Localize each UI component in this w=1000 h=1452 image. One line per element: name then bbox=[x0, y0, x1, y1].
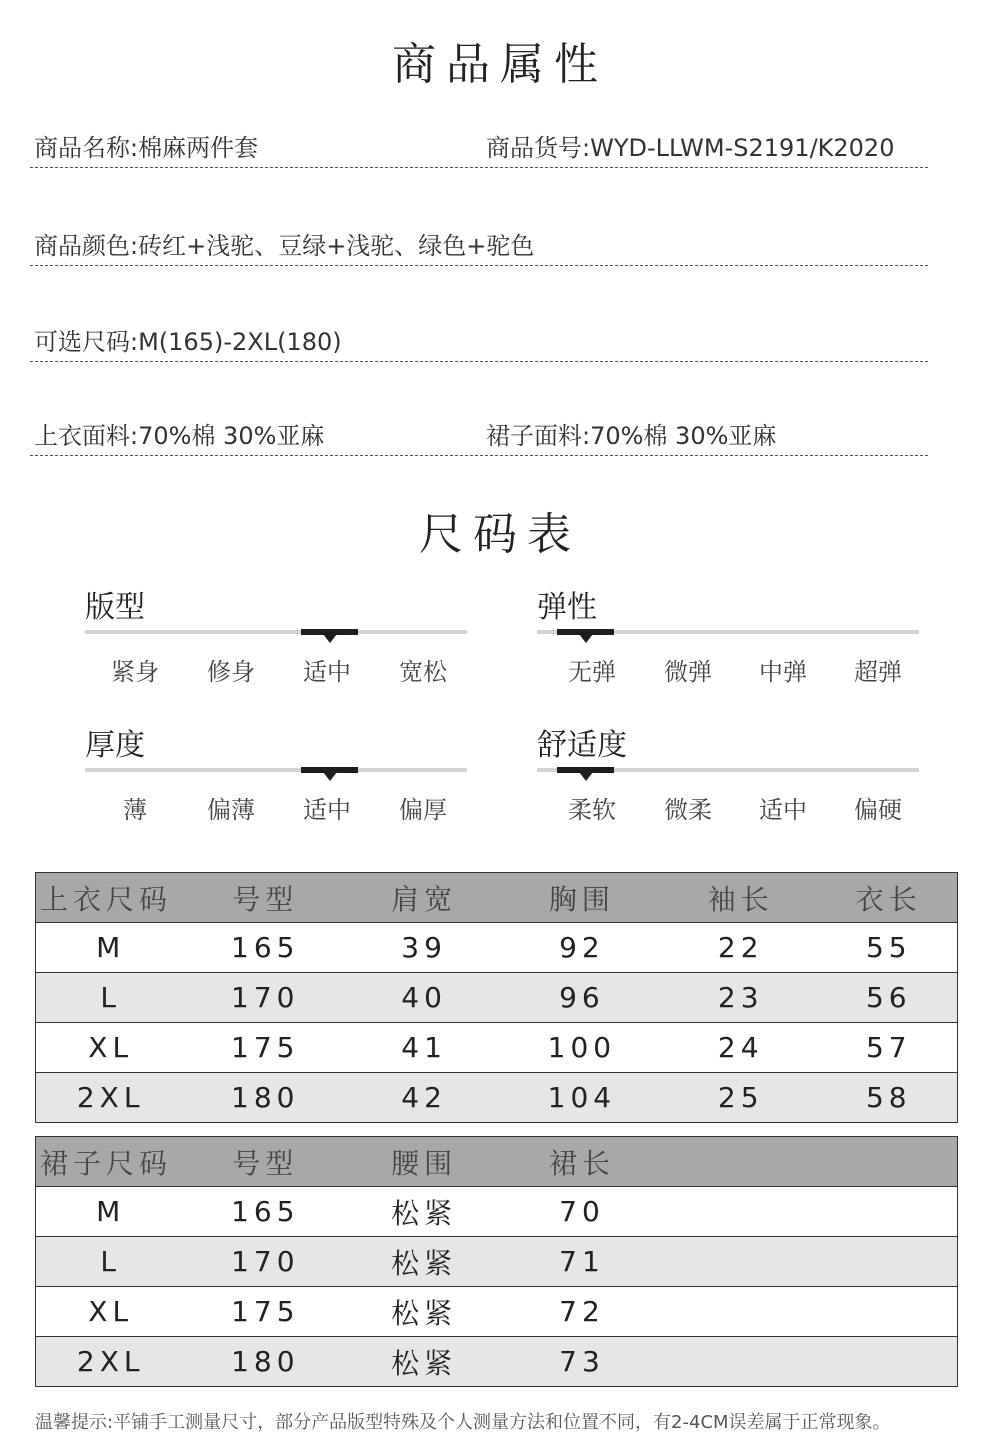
table-cell bbox=[821, 1237, 958, 1287]
available-sizes: 可选尺码:M(165)-2XL(180) bbox=[34, 328, 342, 356]
dashed-divider bbox=[30, 361, 928, 362]
measurement-note: 温馨提示:平铺手工测量尺寸，部分产品版型特殊及个人测量方法和位置不同，有2-4CM误差属于正常现象。 bbox=[35, 1412, 891, 1433]
skirt-size-table bbox=[35, 1136, 958, 1387]
table-cell: 55 bbox=[821, 923, 958, 973]
attribute-row-color bbox=[30, 226, 928, 266]
table-cell bbox=[821, 1187, 958, 1237]
table-cell: 96 bbox=[503, 973, 661, 1023]
table-cell bbox=[661, 1187, 821, 1237]
table-cell: 39 bbox=[345, 923, 503, 973]
table-cell: 92 bbox=[503, 923, 661, 973]
header-cell bbox=[821, 1137, 958, 1187]
scale-option: 偏硬 bbox=[854, 796, 902, 824]
table-cell: 180 bbox=[185, 1337, 345, 1387]
scale-option: 薄 bbox=[123, 796, 147, 824]
table-cell: 2XL bbox=[36, 1073, 186, 1123]
header-cell: 袖长 bbox=[661, 873, 821, 923]
product-name: 商品名称:棉麻两件套 bbox=[34, 134, 259, 162]
table-cell: 56 bbox=[821, 973, 958, 1023]
header-cell: 胸围 bbox=[503, 873, 661, 923]
table-row bbox=[36, 1287, 958, 1337]
table-cell: 松紧 bbox=[345, 1337, 503, 1387]
table-cell: L bbox=[36, 973, 186, 1023]
table-cell: 165 bbox=[185, 1187, 345, 1237]
attributes-title: 商品属性 bbox=[392, 39, 608, 90]
header-cell: 肩宽 bbox=[345, 873, 503, 923]
scale-marker bbox=[557, 767, 614, 773]
table-cell: XL bbox=[36, 1287, 186, 1337]
table-cell: 58 bbox=[821, 1073, 958, 1123]
top-size-table bbox=[35, 872, 958, 1123]
scale-option: 修身 bbox=[207, 658, 255, 686]
table-cell: M bbox=[36, 1187, 186, 1237]
scale-title: 弹性 bbox=[537, 590, 597, 625]
table-cell: 松紧 bbox=[345, 1237, 503, 1287]
scale-option: 适中 bbox=[759, 796, 807, 824]
table-cell: 175 bbox=[185, 1023, 345, 1073]
top-fabric: 上衣面料:70%棉 30%亚麻 bbox=[34, 422, 325, 450]
scale-marker bbox=[301, 629, 358, 635]
table-cell: 71 bbox=[503, 1237, 661, 1287]
scale-marker bbox=[301, 767, 358, 773]
scale-option: 微弹 bbox=[664, 658, 712, 686]
table-cell bbox=[661, 1337, 821, 1387]
dashed-divider bbox=[30, 265, 928, 266]
table-row bbox=[36, 1023, 958, 1073]
table-cell: 104 bbox=[503, 1073, 661, 1123]
scale-option: 柔软 bbox=[568, 796, 616, 824]
table-header-row bbox=[36, 873, 958, 923]
size-chart-title: 尺码表 bbox=[419, 509, 581, 560]
header-cell: 上衣尺码 bbox=[36, 873, 186, 923]
table-cell: L bbox=[36, 1237, 186, 1287]
table-cell: 23 bbox=[661, 973, 821, 1023]
table-cell bbox=[821, 1337, 958, 1387]
scale-option: 超弹 bbox=[854, 658, 902, 686]
table-cell bbox=[661, 1287, 821, 1337]
scale-comfort bbox=[537, 720, 937, 824]
table-cell: 22 bbox=[661, 923, 821, 973]
table-cell: 57 bbox=[821, 1023, 958, 1073]
scale-option: 宽松 bbox=[399, 658, 447, 686]
table-cell: 175 bbox=[185, 1287, 345, 1337]
table-cell: M bbox=[36, 923, 186, 973]
table-row bbox=[36, 923, 958, 973]
header-cell: 衣长 bbox=[821, 873, 958, 923]
attribute-row-fabric bbox=[30, 416, 928, 456]
header-cell: 裙子尺码 bbox=[36, 1137, 186, 1187]
scale-option: 偏薄 bbox=[207, 796, 255, 824]
table-header-row bbox=[36, 1137, 958, 1187]
scale-title: 版型 bbox=[85, 590, 145, 625]
table-row bbox=[36, 973, 958, 1023]
table-cell: 松紧 bbox=[345, 1187, 503, 1237]
table-cell bbox=[821, 1287, 958, 1337]
table-row bbox=[36, 1237, 958, 1287]
scale-track bbox=[537, 768, 919, 772]
scale-fit bbox=[85, 582, 485, 686]
scale-track bbox=[85, 768, 467, 772]
table-cell: 170 bbox=[185, 1237, 345, 1287]
table-cell: 180 bbox=[185, 1073, 345, 1123]
table-cell: 2XL bbox=[36, 1337, 186, 1387]
header-cell: 号型 bbox=[185, 873, 345, 923]
product-color: 商品颜色:砖红+浅驼、豆绿+浅驼、绿色+驼色 bbox=[34, 232, 535, 260]
table-cell: XL bbox=[36, 1023, 186, 1073]
scale-title: 厚度 bbox=[85, 728, 145, 763]
table-cell: 165 bbox=[185, 923, 345, 973]
table-cell: 100 bbox=[503, 1023, 661, 1073]
scale-title: 舒适度 bbox=[537, 728, 627, 763]
table-cell: 41 bbox=[345, 1023, 503, 1073]
scale-option: 偏厚 bbox=[399, 796, 447, 824]
product-code: 商品货号:WYD-LLWM-S2191/K2020 bbox=[486, 134, 895, 162]
table-cell: 25 bbox=[661, 1073, 821, 1123]
scale-option: 微柔 bbox=[664, 796, 712, 824]
scale-elasticity bbox=[537, 582, 937, 686]
scale-option: 适中 bbox=[303, 796, 351, 824]
scale-option: 无弹 bbox=[568, 658, 616, 686]
scale-option: 紧身 bbox=[111, 658, 159, 686]
table-cell: 40 bbox=[345, 973, 503, 1023]
table-cell: 70 bbox=[503, 1187, 661, 1237]
table-cell: 42 bbox=[345, 1073, 503, 1123]
scale-option: 中弹 bbox=[759, 658, 807, 686]
dashed-divider bbox=[30, 167, 928, 168]
header-cell: 号型 bbox=[185, 1137, 345, 1187]
skirt-fabric: 裙子面料:70%棉 30%亚麻 bbox=[486, 422, 777, 450]
scale-marker bbox=[557, 629, 614, 635]
scale-track bbox=[85, 630, 467, 634]
header-cell bbox=[661, 1137, 821, 1187]
scale-track bbox=[537, 630, 919, 634]
table-row bbox=[36, 1337, 958, 1387]
dashed-divider bbox=[30, 455, 928, 456]
table-cell: 73 bbox=[503, 1337, 661, 1387]
table-cell: 170 bbox=[185, 973, 345, 1023]
table-cell: 松紧 bbox=[345, 1287, 503, 1337]
table-cell bbox=[661, 1237, 821, 1287]
scale-option: 适中 bbox=[303, 658, 351, 686]
table-row bbox=[36, 1187, 958, 1237]
header-cell: 腰围 bbox=[345, 1137, 503, 1187]
attribute-row-name bbox=[30, 128, 928, 168]
table-cell: 72 bbox=[503, 1287, 661, 1337]
table-cell: 24 bbox=[661, 1023, 821, 1073]
scale-thickness bbox=[85, 720, 485, 824]
attribute-row-sizes bbox=[30, 322, 928, 362]
header-cell: 裙长 bbox=[503, 1137, 661, 1187]
table-row bbox=[36, 1073, 958, 1123]
